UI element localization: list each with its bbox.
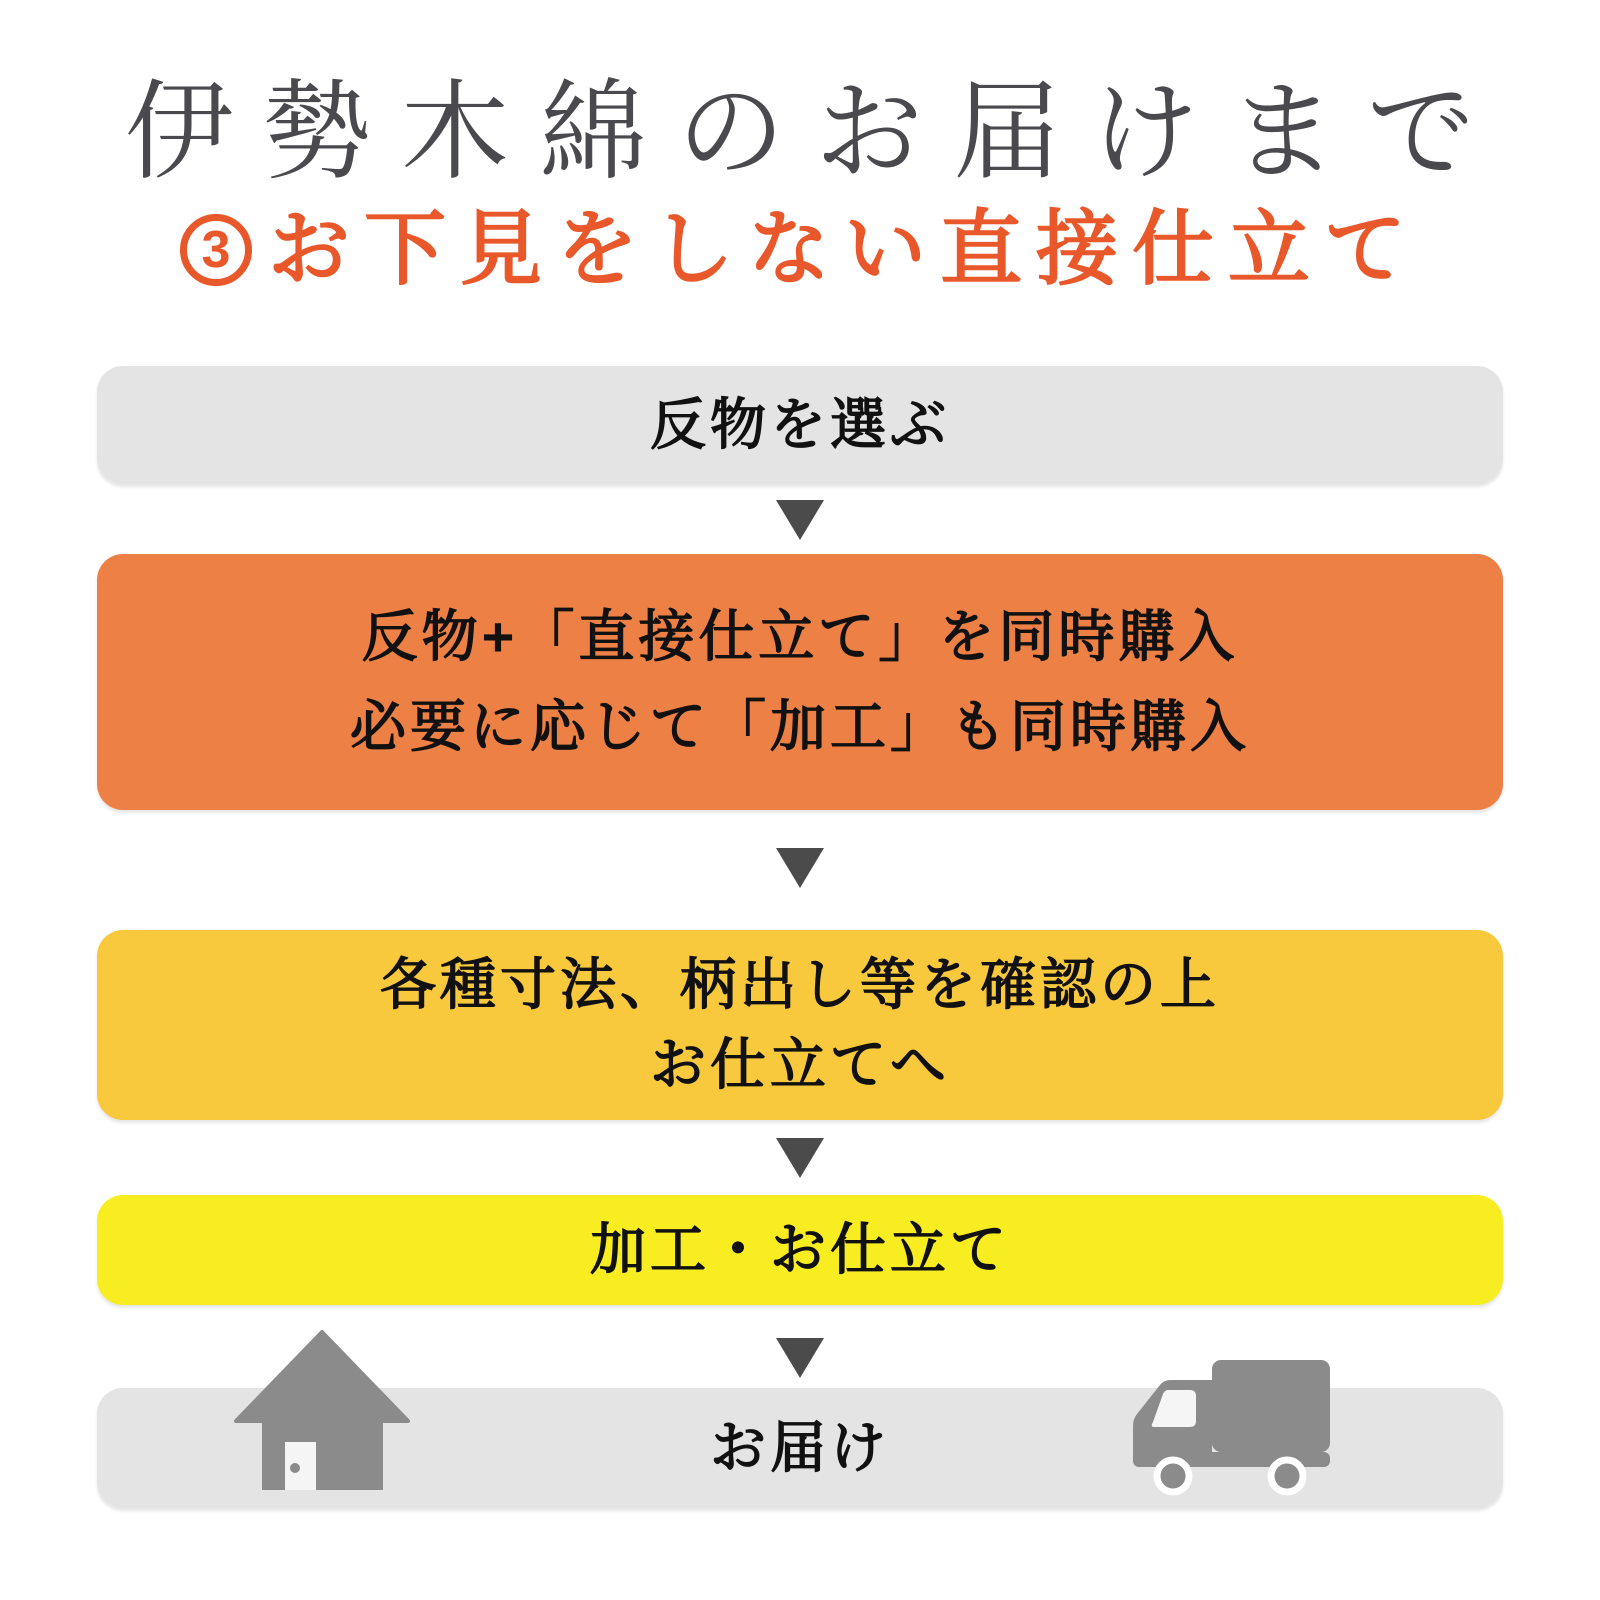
flow-step-confirm-measure xyxy=(97,930,1503,1120)
step-text-line2: お仕立てへ xyxy=(650,1033,950,1096)
down-arrow-icon xyxy=(776,848,824,888)
step-text: お届け xyxy=(710,1416,890,1479)
step-text-line1: 反物+「直接仕立て」を同時購入 xyxy=(361,605,1239,668)
step-text: 加工・お仕立て xyxy=(590,1218,1010,1281)
down-arrow-icon xyxy=(776,500,824,540)
step-text-line2: 必要に応じて「加工」も同時購入 xyxy=(350,695,1250,758)
house-icon xyxy=(234,1330,410,1493)
down-arrow-icon xyxy=(776,1338,824,1378)
delivery-truck-icon xyxy=(1130,1356,1332,1498)
step-text: 反物を選ぶ xyxy=(650,393,950,456)
page-subtitle xyxy=(0,202,1600,298)
circled-number-badge xyxy=(180,214,252,286)
page-title: 伊勢木綿のお届けまで xyxy=(124,71,1505,192)
flow-step-select-fabric xyxy=(97,366,1503,484)
step-text-line1: 各種寸法、柄出し等を確認の上 xyxy=(380,953,1220,1016)
flow-step-purchase xyxy=(97,554,1503,810)
down-arrow-icon xyxy=(776,1138,824,1178)
badge-number: 3 xyxy=(201,221,231,279)
flow-step-tailoring xyxy=(97,1195,1503,1305)
subtitle-label: お下見をしない直接仕立て xyxy=(267,204,1420,295)
